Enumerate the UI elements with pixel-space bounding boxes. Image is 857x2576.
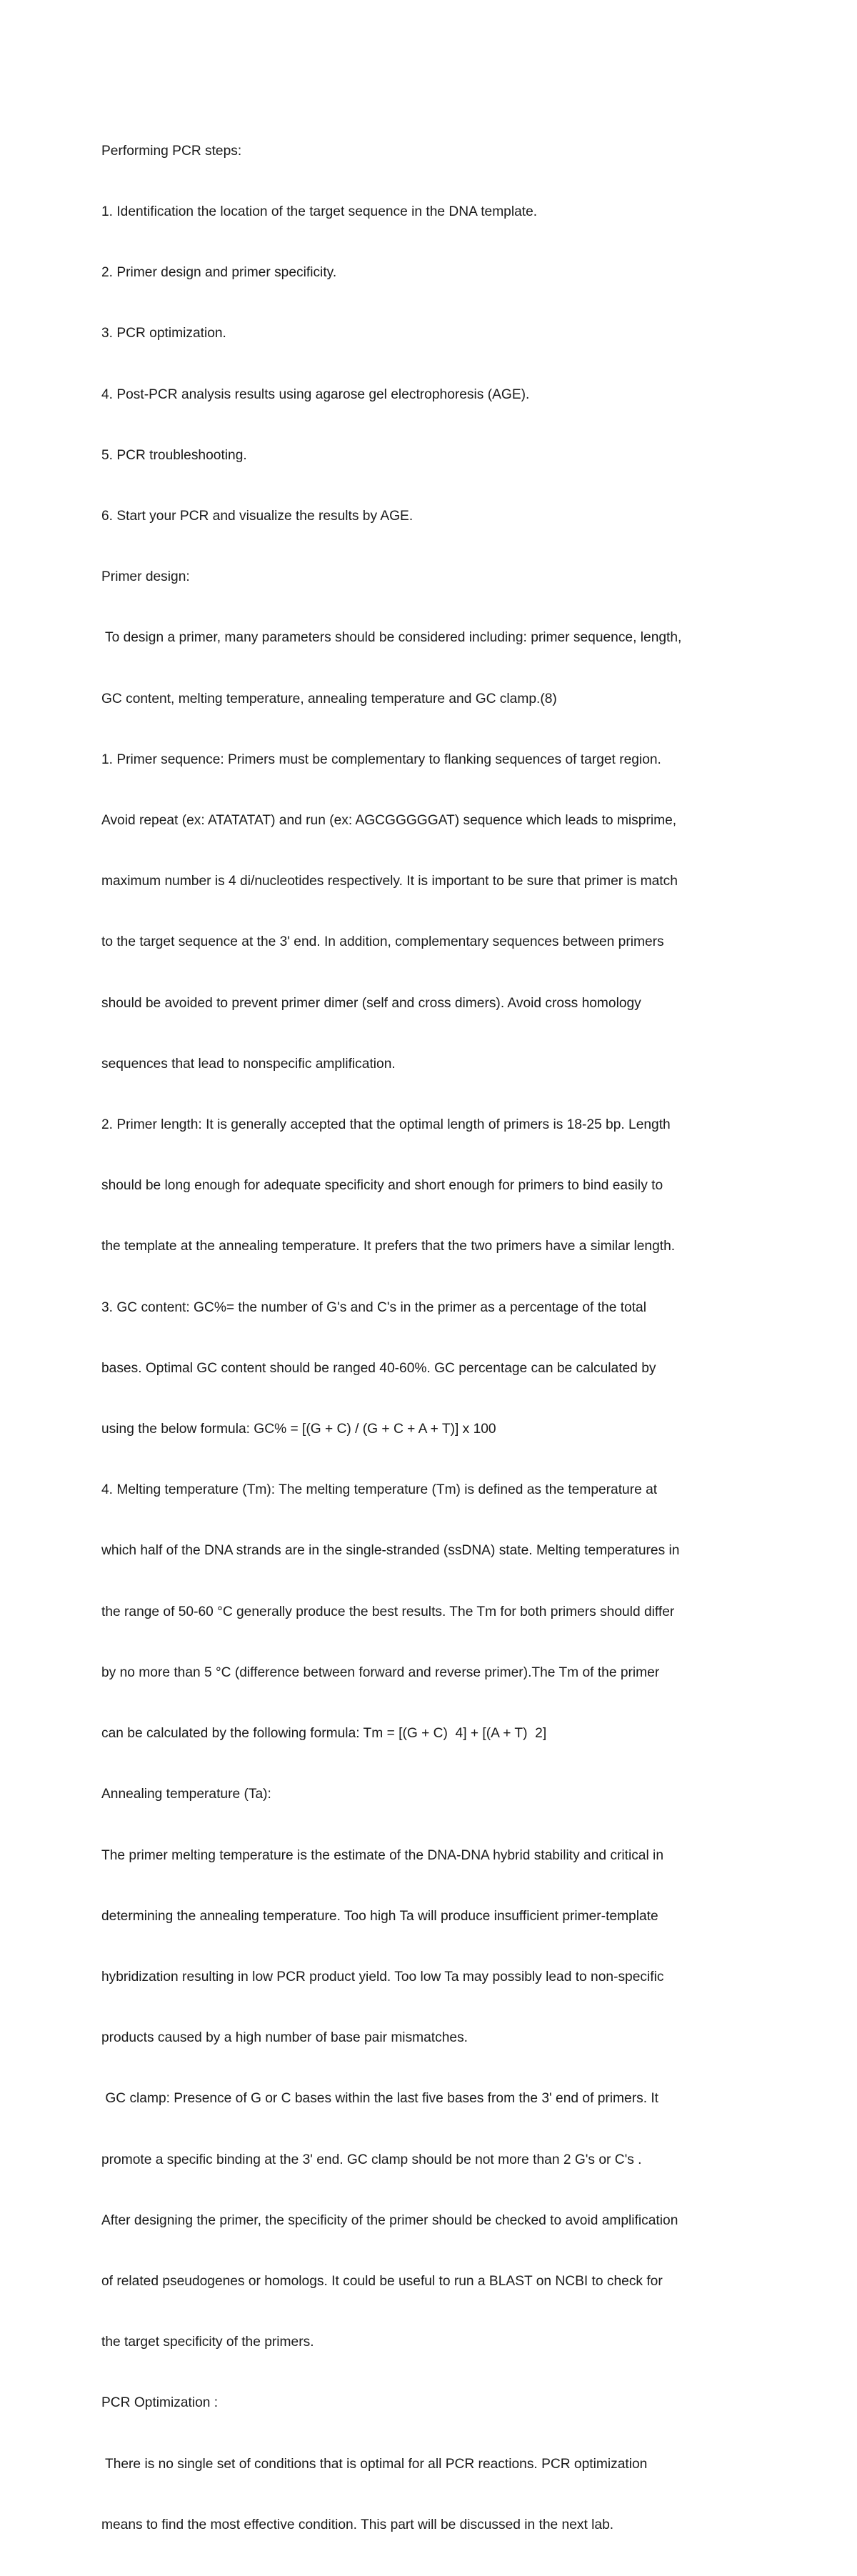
- paragraph-line: should be long enough for adequate specificity and short enough for primers to bind easily to: [101, 1178, 663, 1194]
- paragraph-line: using the below formula: GC% = [(G + C) / (G + C + A + T)] x 100: [101, 1422, 496, 1437]
- paragraph-line: maximum number is 4 di/nucleotides respectively. It is important to be sure that primer is match: [101, 874, 678, 889]
- paragraph-line: the range of 50-60 °C generally produce the best results. The Tm for both primers should differ: [101, 1604, 675, 1619]
- paragraph-line: The primer melting temperature is the estimate of the DNA-DNA hybrid stability and critical in: [101, 1847, 663, 1863]
- paragraph-line: determining the annealing temperature. Too high Ta will produce insufficient primer-template: [101, 1908, 658, 1924]
- paragraph-line: should be avoided to prevent primer dimer (self and cross dimers). Avoid cross homology: [101, 995, 641, 1011]
- paragraph-line: 4. Melting temperature (Tm): The melting temperature (Tm) is defined as the temperature at: [101, 1482, 658, 1498]
- paragraph-line: products caused by a high number of base pair mismatches.: [101, 2030, 468, 2046]
- heading-annealing-temperature: Annealing temperature (Ta):: [101, 1787, 271, 1802]
- paragraph-line: GC content, melting temperature, annealing temperature and GC clamp.(8): [101, 691, 557, 707]
- step-2: 2. Primer design and primer specificity.: [101, 265, 337, 281]
- paragraph-line: bases. Optimal GC content should be ranged 40-60%. GC percentage can be calculated by: [101, 1360, 656, 1376]
- step-4: 4. Post-PCR analysis results using agarose gel electrophoresis (AGE).: [101, 386, 530, 402]
- heading-performing-pcr-steps: Performing PCR steps:: [101, 143, 242, 159]
- paragraph-line: After designing the primer, the specificity of the primer should be checked to avoid amplification: [101, 2212, 678, 2228]
- step-6: 6. Start your PCR and visualize the results by AGE.: [101, 509, 414, 524]
- paragraph-line: hybridization resulting in low PCR product yield. Too low Ta may possibly lead to non-specific: [101, 1969, 664, 1985]
- paragraph-line: Avoid repeat (ex: ATATATAT) and run (ex: AGCGGGGGAT) sequence which leads to misprime,: [101, 813, 677, 829]
- step-5: 5. PCR troubleshooting.: [101, 447, 247, 463]
- paragraph-line: the template at the annealing temperature. It prefers that the two primers have a similar length.: [101, 1239, 676, 1254]
- paragraph-line: by no more than 5 °C (difference between forward and reverse primer).The Tm of the primer: [101, 1664, 660, 1680]
- paragraph-line: which half of the DNA strands are in the single-stranded (ssDNA) state. Melting temperatures in: [101, 1543, 680, 1559]
- paragraph-line: GC clamp: Presence of G or C bases within the last five bases from the 3' end of primers. It: [101, 2091, 659, 2107]
- paragraph-line: can be calculated by the following formula: Tm = [(G + C) 4] + [(A + T) 2]: [101, 1726, 547, 1742]
- paragraph-line: There is no single set of conditions that is optimal for all PCR reactions. PCR optimization: [101, 2456, 648, 2472]
- paragraph-line: To design a primer, many parameters should be considered including: primer sequence, length,: [101, 630, 682, 646]
- paragraph-line: promote a specific binding at the 3' end. GC clamp should be not more than 2 G's or C's .: [101, 2152, 642, 2167]
- document-body: [101, 101, 766, 2576]
- heading-pcr-optimization: PCR Optimization :: [101, 2395, 219, 2411]
- paragraph-line: 3. GC content: GC%= the number of G's and C's in the primer as a percentage of the total: [101, 1299, 646, 1315]
- step-3: 3. PCR optimization.: [101, 326, 226, 341]
- paragraph-line: 2. Primer length: It is generally accepted that the optimal length of primers is 18-25 bp. Length: [101, 1117, 671, 1133]
- paragraph-line: the target specificity of the primers.: [101, 2335, 314, 2350]
- paragraph-line: of related pseudogenes or homologs. It could be useful to run a BLAST on NCBI to check for: [101, 2273, 663, 2289]
- step-1: 1. Identification the location of the target sequence in the DNA template.: [101, 204, 538, 220]
- paragraph-line: means to find the most effective condition. This part will be discussed in the next lab.: [101, 2517, 614, 2532]
- heading-primer-design: Primer design:: [101, 569, 190, 585]
- paragraph-line: 1. Primer sequence: Primers must be complementary to flanking sequences of target region.: [101, 752, 661, 767]
- paragraph-line: to the target sequence at the 3' end. In addition, complementary sequences between primers: [101, 934, 664, 950]
- paragraph-line: sequences that lead to nonspecific amplification.: [101, 1056, 396, 1072]
